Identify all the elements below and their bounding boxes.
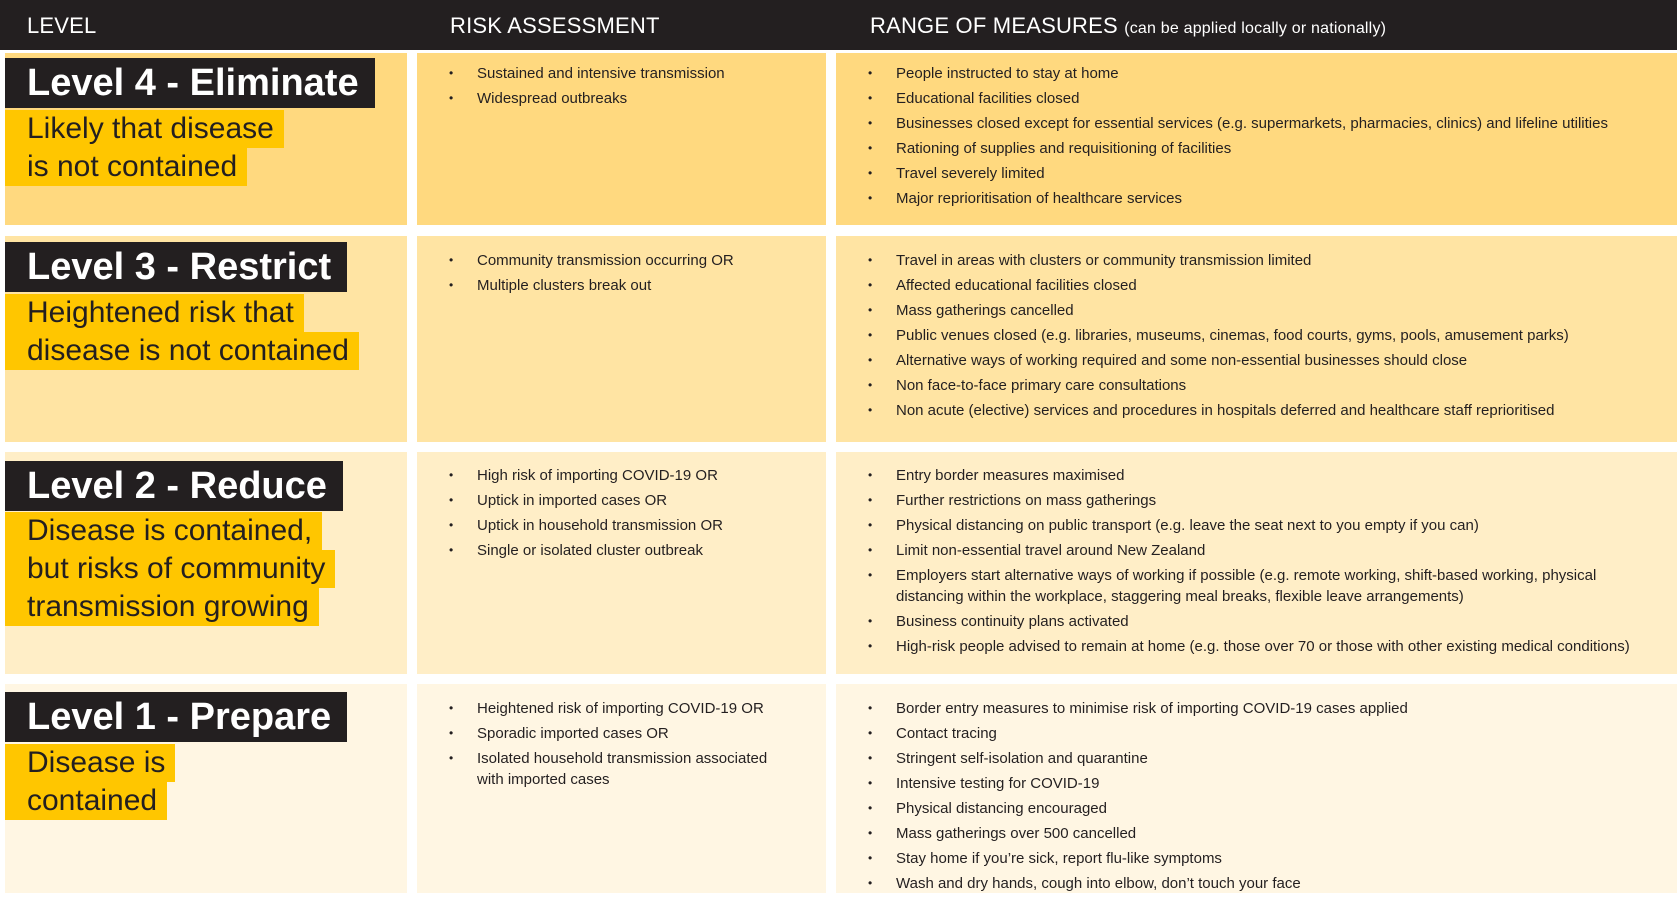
risk-item: • Isolated household transmission associated with imported cases: [447, 748, 792, 790]
level-3-measures-list: [866, 250, 1666, 425]
level-4-subtitle: [5, 110, 284, 186]
level-1-risk-cell: [417, 684, 826, 893]
level-3-risk-list: [447, 250, 817, 300]
header-level: LEVEL: [27, 13, 97, 38]
measure-item: • Physical distancing on public transport (e.g. leave the seat next to you empty if you can): [866, 515, 1666, 536]
measure-item: • Major reprioritisation of healthcare services: [866, 188, 1666, 209]
risk-item: • Single or isolated cluster outbreak: [447, 540, 817, 561]
measure-item: • Physical distancing encouraged: [866, 798, 1666, 819]
level-4-subtitle-line: Likely that disease: [5, 110, 284, 148]
level-3-measures-cell: [836, 236, 1677, 442]
level-1-risk-list: [447, 698, 792, 794]
level-2-title: Level 2 - Reduce: [5, 461, 343, 511]
level-4-measures-list: [866, 63, 1666, 213]
header-range-of-measures: [870, 13, 1386, 39]
measure-item: • Non acute (elective) services and procedures in hospitals deferred and healthcare staff reprioritised: [866, 400, 1666, 421]
risk-item: • Uptick in household transmission OR: [447, 515, 817, 536]
measure-item: • Stringent self-isolation and quarantine: [866, 748, 1666, 769]
level-1-measures-list: [866, 698, 1666, 898]
level-2-measures-cell: [836, 452, 1677, 674]
level-1-title: Level 1 - Prepare: [5, 692, 347, 742]
measure-item: • Businesses closed except for essential services (e.g. supermarkets, pharmacies, clinics) and lifeline utilities: [866, 113, 1666, 134]
risk-item: • Sustained and intensive transmission: [447, 63, 817, 84]
level-1-subtitle-line: contained: [5, 782, 167, 820]
risk-item: • Community transmission occurring OR: [447, 250, 817, 271]
measure-item: • Wash and dry hands, cough into elbow, don’t touch your face: [866, 873, 1666, 894]
risk-item: • Widespread outbreaks: [447, 88, 817, 109]
level-4-title: Level 4 - Eliminate: [5, 58, 375, 108]
measure-item: • Intensive testing for COVID-19: [866, 773, 1666, 794]
measure-item: • Further restrictions on mass gatherings: [866, 490, 1666, 511]
level-1-subtitle-line: Disease is: [5, 744, 175, 782]
measure-item: • Limit non-essential travel around New Zealand: [866, 540, 1666, 561]
level-3-subtitle: [5, 294, 359, 370]
level-2-subtitle-line: Disease is contained,: [5, 512, 322, 550]
measure-item: • High-risk people advised to remain at home (e.g. those over 70 or those with other existing medical conditions): [866, 636, 1666, 657]
measure-item: • Travel severely limited: [866, 163, 1666, 184]
risk-item: • Multiple clusters break out: [447, 275, 817, 296]
level-4-risk-list: [447, 63, 817, 113]
level-2-subtitle-line: transmission growing: [5, 588, 319, 626]
measure-item: • Business continuity plans activated: [866, 611, 1666, 632]
measure-item: • Mass gatherings cancelled: [866, 300, 1666, 321]
level-2-risk-cell: [417, 452, 826, 674]
level-2-subtitle: [5, 512, 335, 626]
level-2-measures-list: [866, 465, 1666, 661]
level-3-subtitle-line: disease is not contained: [5, 332, 359, 370]
level-3-subtitle-line: Heightened risk that: [5, 294, 304, 332]
measure-item: • Border entry measures to minimise risk of importing COVID-19 cases applied: [866, 698, 1666, 719]
measure-item: • People instructed to stay at home: [866, 63, 1666, 84]
measure-item: • Rationing of supplies and requisitioning of facilities: [866, 138, 1666, 159]
level-3-title: Level 3 - Restrict: [5, 242, 347, 292]
measure-item: • Educational facilities closed: [866, 88, 1666, 109]
level-1-measures-cell: [836, 684, 1677, 893]
level-1-subtitle: [5, 744, 175, 820]
risk-item: • Sporadic imported cases OR: [447, 723, 792, 744]
header-risk-assessment: RISK ASSESSMENT: [450, 13, 660, 38]
risk-item: • Heightened risk of importing COVID-19 OR: [447, 698, 792, 719]
level-2-subtitle-line: but risks of community: [5, 550, 335, 588]
table-header: [0, 0, 1677, 50]
measure-item: • Stay home if you’re sick, report flu-like symptoms: [866, 848, 1666, 869]
measure-item: • Entry border measures maximised: [866, 465, 1666, 486]
header-measures-label: RANGE OF MEASURES: [870, 13, 1118, 38]
risk-item: • Uptick in imported cases OR: [447, 490, 817, 511]
measure-item: • Travel in areas with clusters or community transmission limited: [866, 250, 1666, 271]
risk-item: • High risk of importing COVID-19 OR: [447, 465, 817, 486]
measure-item: • Public venues closed (e.g. libraries, museums, cinemas, food courts, gyms, pools, amusement parks): [866, 325, 1666, 346]
level-4-risk-cell: [417, 53, 826, 225]
measure-item: • Affected educational facilities closed: [866, 275, 1666, 296]
header-measures-note: (can be applied locally or nationally): [1124, 20, 1387, 37]
level-4-subtitle-line: is not contained: [5, 148, 247, 186]
level-2-risk-list: [447, 465, 817, 565]
measure-item: • Mass gatherings over 500 cancelled: [866, 823, 1666, 844]
measure-item: • Non face-to-face primary care consultations: [866, 375, 1666, 396]
level-4-measures-cell: [836, 53, 1677, 225]
measure-item: • Employers start alternative ways of working if possible (e.g. remote working, shift-based working, physical distancing within the workplace, staggering meal breaks, flexible leave arrangements): [866, 565, 1666, 607]
measure-item: • Alternative ways of working required and some non-essential businesses should close: [866, 350, 1666, 371]
measure-item: • Contact tracing: [866, 723, 1666, 744]
level-3-risk-cell: [417, 236, 826, 442]
